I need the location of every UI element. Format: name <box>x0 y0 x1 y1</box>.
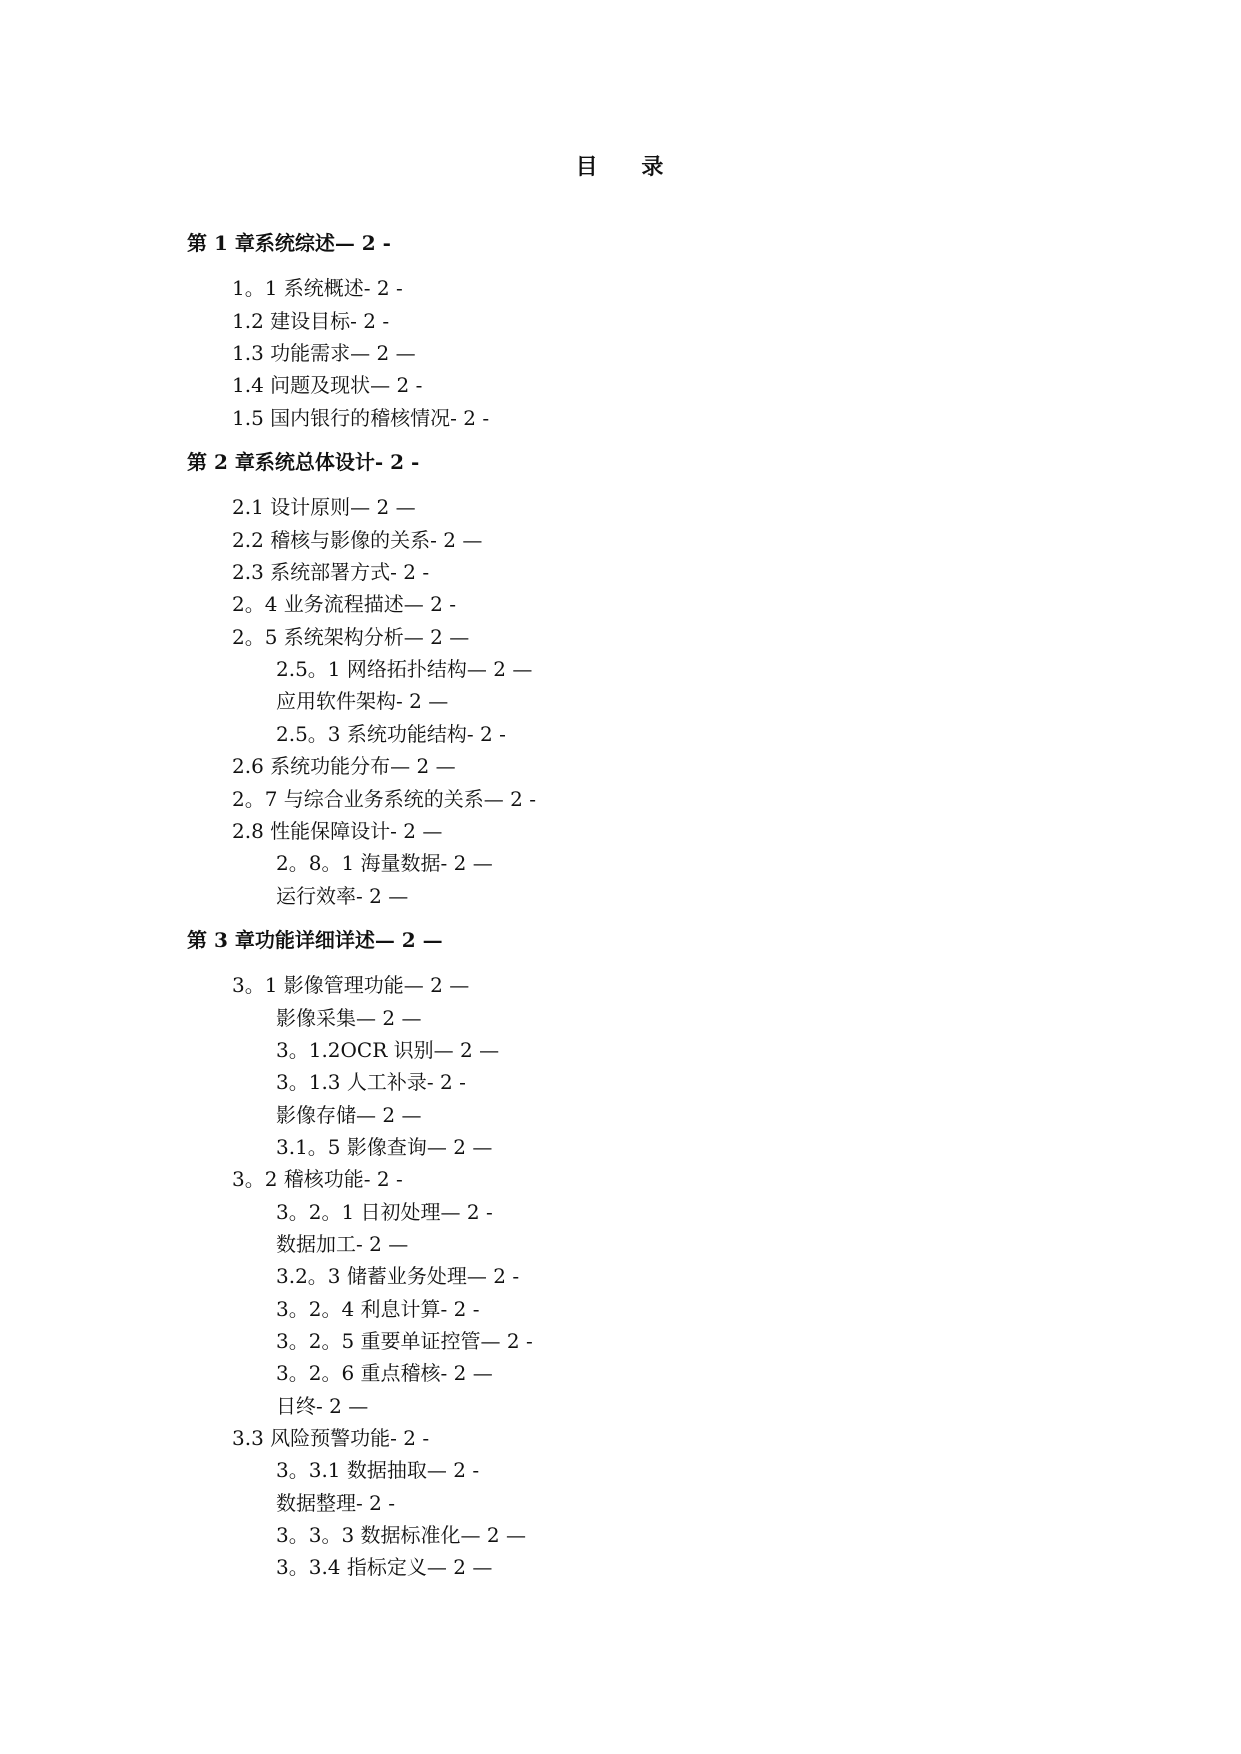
toc-section-entry[interactable]: 3。2 稽核功能- 2 - <box>232 1167 403 1191</box>
toc-subsection-entry[interactable]: 3。3.1 数据抽取— 2 - <box>276 1458 480 1482</box>
toc-section-entry[interactable]: 2.8 性能保障设计- 2 — <box>232 819 443 843</box>
toc-subsection-entry[interactable]: 3。2。5 重要单证控管— 2 - <box>276 1329 533 1353</box>
toc-subsection-entry[interactable]: 3.2。3 储蓄业务处理— 2 - <box>276 1264 520 1288</box>
toc-section-entry[interactable]: 1.5 国内银行的稽核情况- 2 - <box>232 406 490 430</box>
toc-section-entry[interactable]: 3。1 影像管理功能— 2 — <box>232 973 470 997</box>
toc-subsection-entry[interactable]: 3。1.3 人工补录- 2 - <box>276 1070 466 1094</box>
toc-section-entry[interactable]: 2.2 稽核与影像的关系- 2 — <box>232 528 483 552</box>
toc-subsection-entry[interactable]: 数据加工- 2 — <box>276 1232 409 1256</box>
toc-section-entry[interactable]: 2.3 系统部署方式- 2 - <box>232 560 430 584</box>
toc-title: 目 录 <box>575 154 682 180</box>
toc-subsection-entry[interactable]: 3。1.2OCR 识别— 2 — <box>276 1038 500 1062</box>
toc-subsection-entry[interactable]: 3。2。1 日初处理— 2 - <box>276 1200 493 1224</box>
toc-subsection-entry[interactable]: 2.5。1 网络拓扑结构— 2 — <box>276 657 533 681</box>
toc-section-entry[interactable]: 2.1 设计原则— 2 — <box>232 495 416 519</box>
toc-section-entry[interactable]: 2。5 系统架构分析— 2 — <box>232 625 470 649</box>
toc-subsection-entry[interactable]: 影像存储— 2 — <box>276 1103 422 1127</box>
toc-section-entry[interactable]: 2.6 系统功能分布— 2 — <box>232 754 456 778</box>
toc-subsection-entry[interactable]: 2。8。1 海量数据- 2 — <box>276 851 493 875</box>
toc-section-entry[interactable]: 3.3 风险预警功能- 2 - <box>232 1426 430 1450</box>
toc-subsection-entry[interactable]: 2.5。3 系统功能结构- 2 - <box>276 722 506 746</box>
toc-chapter-entry[interactable]: 第 2 章系统总体设计- 2 - <box>187 450 420 474</box>
toc-chapter-entry[interactable]: 第 1 章系统综述— 2 - <box>187 231 391 255</box>
toc-subsection-entry[interactable]: 应用软件架构- 2 — <box>276 689 449 713</box>
toc-subsection-entry[interactable]: 数据整理- 2 - <box>276 1491 395 1515</box>
toc-subsection-entry[interactable]: 3。2。4 利息计算- 2 - <box>276 1297 480 1321</box>
toc-chapter-entry[interactable]: 第 3 章功能详细详述— 2 — <box>187 928 443 952</box>
toc-section-entry[interactable]: 1.3 功能需求— 2 — <box>232 341 416 365</box>
toc-subsection-entry[interactable]: 3。3。3 数据标准化— 2 — <box>276 1523 526 1547</box>
toc-subsection-entry[interactable]: 3.1。5 影像查询— 2 — <box>276 1135 493 1159</box>
toc-section-entry[interactable]: 1.4 问题及现状— 2 - <box>232 373 423 397</box>
toc-subsection-entry[interactable]: 3。2。6 重点稽核- 2 — <box>276 1361 493 1385</box>
toc-section-entry[interactable]: 2。4 业务流程描述— 2 - <box>232 592 457 616</box>
toc-section-entry[interactable]: 1.2 建设目标- 2 - <box>232 309 390 333</box>
toc-subsection-entry[interactable]: 影像采集— 2 — <box>276 1006 422 1030</box>
toc-subsection-entry[interactable]: 运行效率- 2 — <box>276 884 409 908</box>
toc-subsection-entry[interactable]: 日终- 2 — <box>276 1394 369 1418</box>
toc-section-entry[interactable]: 2。7 与综合业务系统的关系— 2 - <box>232 787 537 811</box>
toc-subsection-entry[interactable]: 3。3.4 指标定义— 2 — <box>276 1555 493 1579</box>
toc-section-entry[interactable]: 1。1 系统概述- 2 - <box>232 276 403 300</box>
